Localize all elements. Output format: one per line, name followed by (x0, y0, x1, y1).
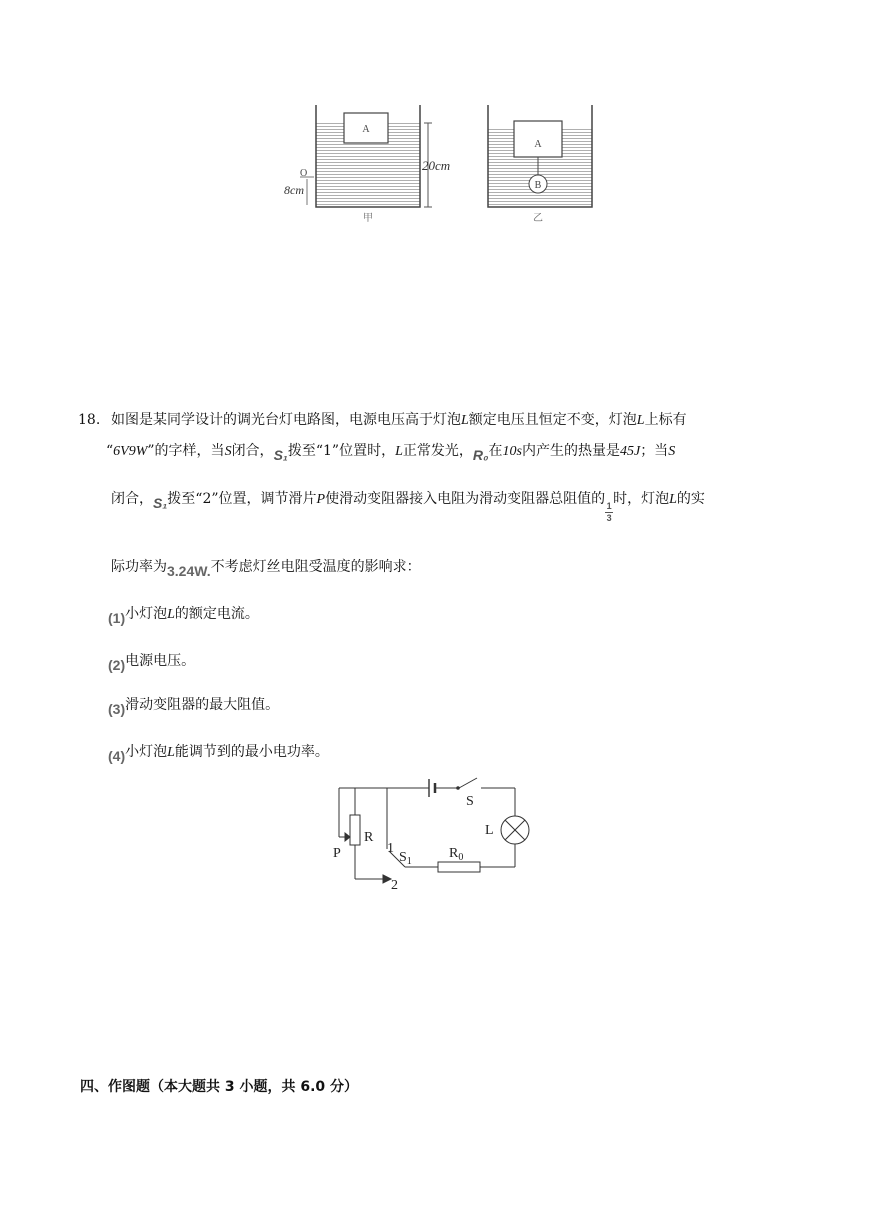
var-l: L (461, 413, 469, 428)
sub-number: (4) (108, 748, 126, 764)
label-r0-main: R (449, 846, 459, 861)
sub-question-4 (108, 741, 329, 763)
q-text: 如图是某同学设计的调光台灯电路图，电源电压高于灯泡 (111, 412, 461, 428)
block-a-label-yi: A (534, 139, 542, 150)
sub-text: 能调节到的最小电功率。 (174, 744, 329, 760)
block-a-label-jia: A (362, 124, 370, 135)
section-heading: 四、作图题（本大题共 3 小题，共 6.0 分） (80, 1079, 359, 1095)
var-l: L (395, 444, 403, 459)
q-text: 内产生的热量是 (521, 443, 620, 459)
q-text: 不考虑灯丝电阻受温度的影响求： (210, 559, 421, 575)
circuit-diagram (325, 775, 540, 895)
q-text: 拨至“2”位置，调节滑片 (167, 491, 317, 507)
frac-den: 3 (606, 513, 612, 523)
q-text: ”的字样，当 (147, 443, 225, 459)
depth-label: 8cm (284, 183, 304, 197)
label-r: R (364, 830, 374, 845)
sub-question-3 (108, 694, 279, 715)
var-l: L (167, 745, 175, 760)
sub-text: 小灯泡 (125, 744, 168, 760)
ball-b-label: B (534, 180, 542, 191)
symbol-s1: S₁ (153, 495, 168, 511)
frac-num: 1 (606, 501, 612, 511)
label-s1 (399, 850, 412, 867)
question-line-2 (106, 440, 675, 462)
q-text: 闭合， (231, 443, 274, 459)
sub-question-2 (108, 650, 195, 671)
q-text: 拨至“1”位置时， (287, 443, 396, 459)
q-text: 在 (488, 443, 503, 459)
beaker-jia (284, 105, 450, 224)
q-text: 上标有 (644, 412, 687, 428)
figure-beakers (270, 95, 610, 230)
q-text: 际功率为 (111, 559, 167, 575)
label-s1-sub: 1 (406, 856, 412, 867)
question-line-4 (111, 556, 421, 577)
var-l: L (636, 413, 645, 428)
beaker-yi (488, 105, 592, 224)
sub-question-1 (108, 603, 259, 625)
question-line-3 (111, 488, 705, 523)
q-text: 闭合， (111, 491, 153, 507)
label-s1-main: S (399, 850, 407, 865)
var-s: S (668, 444, 676, 459)
caption-yi: 乙 (533, 213, 543, 224)
q-text: 额定电压且恒定不变，灯泡 (468, 412, 637, 428)
question-number: 18. (78, 412, 101, 428)
var-l: L (669, 492, 677, 507)
label-r0-sub: 0 (458, 852, 464, 863)
arrow-to-2 (383, 875, 391, 883)
var-p: P (316, 492, 326, 507)
heat-45j: 45J (619, 444, 641, 459)
symbol-s1: S₁ (273, 447, 288, 463)
resistor-r0 (438, 862, 480, 872)
lamp-rating: 6V9W (113, 444, 148, 459)
sub-text: 滑动变阻器的最大阻值。 (125, 697, 280, 713)
label-l: L (485, 823, 494, 838)
time-10s: 10s (502, 444, 522, 459)
symbol-r0: R₀ (472, 447, 489, 463)
sub-text: 小灯泡 (125, 606, 168, 622)
q-text: “ (106, 443, 114, 459)
sub-number: (3) (108, 701, 126, 717)
var-s: S (224, 444, 232, 459)
sub-text: 电源电压。 (125, 653, 196, 669)
sub-number: (1) (108, 610, 126, 626)
var-l: L (167, 607, 175, 622)
rheostat-r (350, 815, 360, 845)
q-text: 正常发光， (402, 443, 473, 459)
sub-text: 的额定电流。 (174, 606, 259, 622)
label-p: P (333, 846, 341, 861)
label-s: S (466, 794, 474, 809)
fraction-one-third (605, 502, 613, 523)
switch-s-blade (459, 778, 477, 788)
label-pos-1: 1 (387, 841, 394, 856)
caption-jia: 甲 (363, 213, 373, 224)
mark-o-label: O (300, 168, 308, 179)
label-r0 (449, 846, 463, 863)
q-text: 的实 (676, 491, 705, 507)
slider-p-arrow (345, 833, 350, 841)
q-text: 使滑动变阻器接入电阻为滑动变阻器总阻值的 (325, 491, 606, 507)
question-line-1 (111, 410, 687, 431)
sub-number: (2) (108, 657, 126, 673)
power-value: 3.24W. (167, 563, 211, 579)
q-text: 时，灯泡 (613, 491, 670, 507)
height-label: 20cm (422, 158, 451, 173)
q-text: ；当 (640, 443, 669, 459)
label-pos-2: 2 (391, 878, 398, 893)
